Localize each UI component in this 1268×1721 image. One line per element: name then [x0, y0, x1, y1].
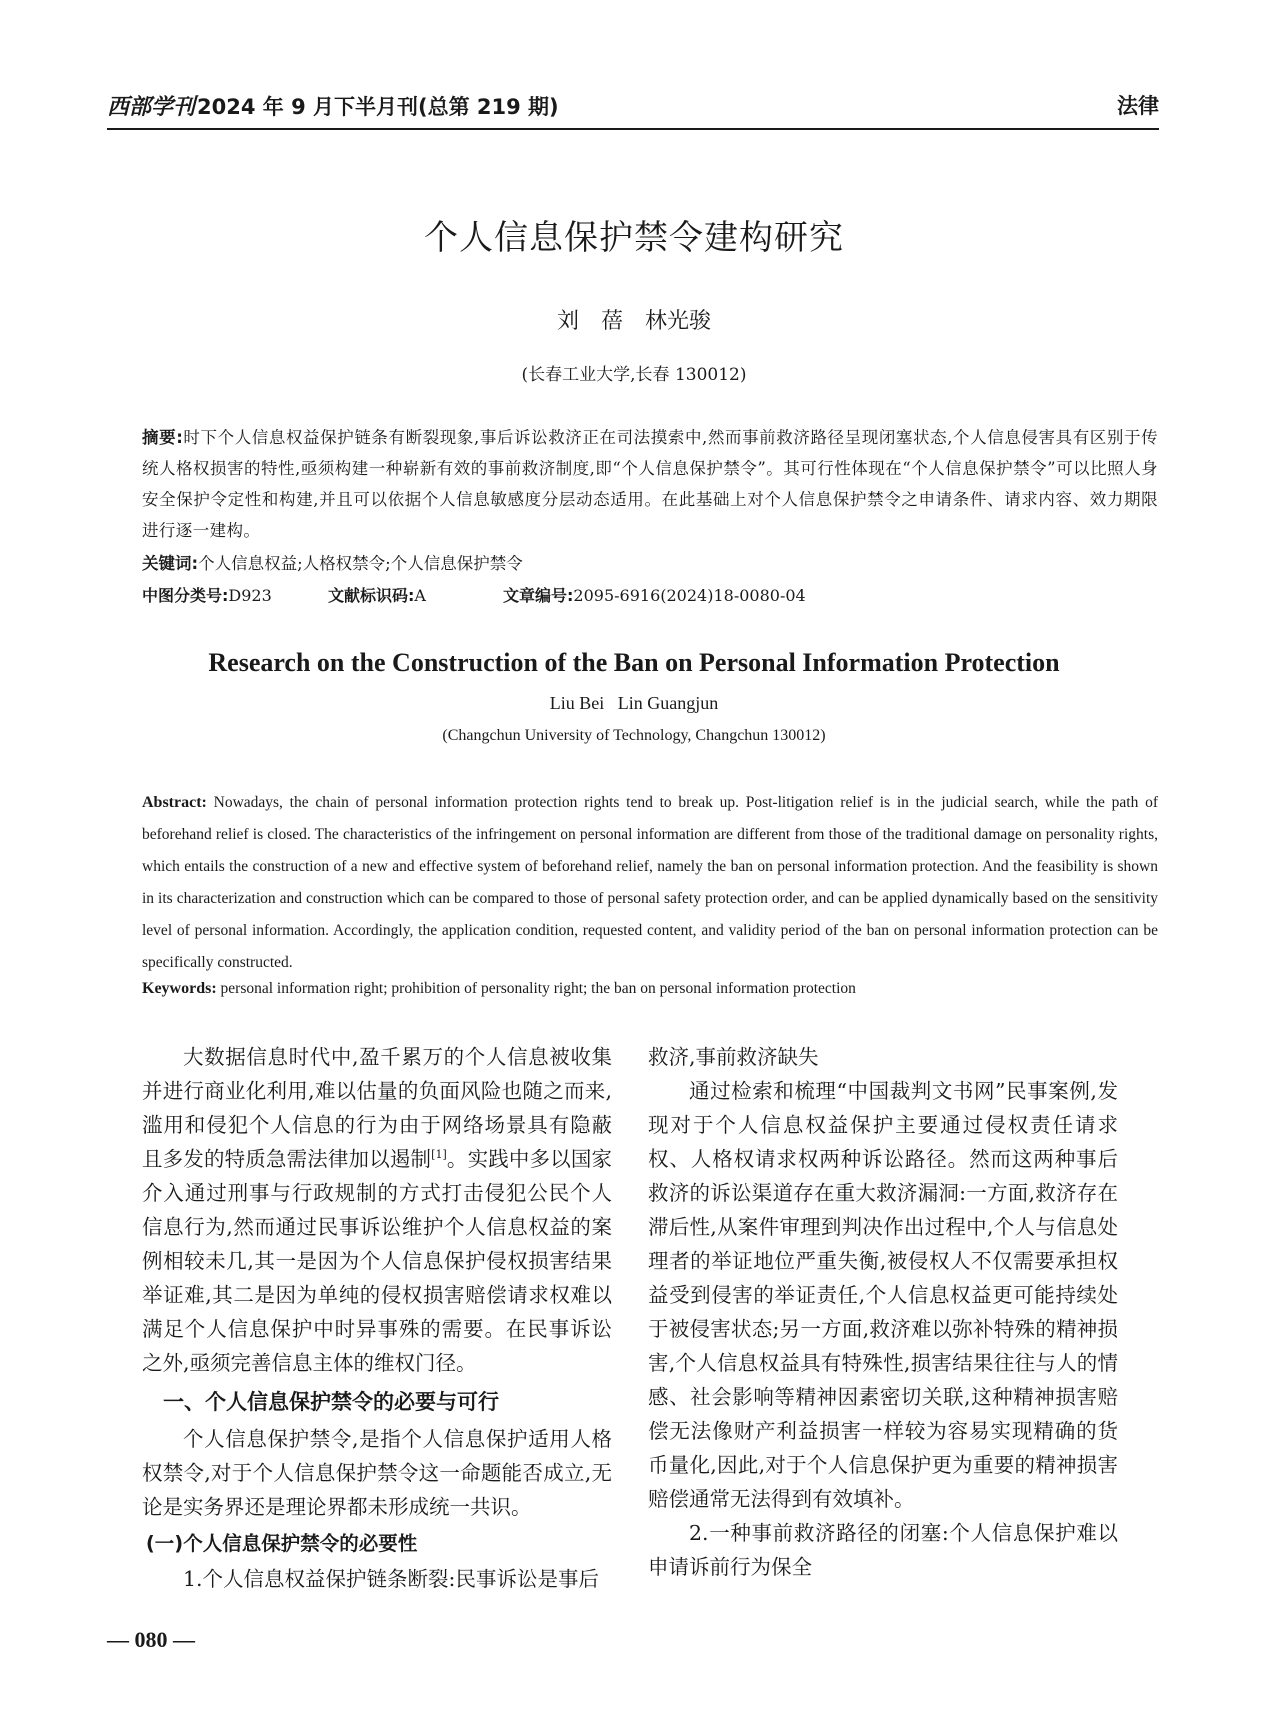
body-paragraph: 个人信息保护禁令,是指个人信息保护适用人格权禁令,对于个人信息保护禁令这一命题能否成立,无论是实务界还是理论界都未形成统一共识。: [142, 1427, 612, 1519]
issue-info: 2024 年 9 月下半月刊(总第 219 期): [197, 95, 559, 119]
keywords-label: 关键词:: [142, 554, 199, 573]
body-paragraph: 通过检索和梳理“中国裁判文书网”民事案例,发现对于个人信息权益保护主要通过侵权责任请求权、人格权请求权两种诉讼路径。然而这两种事后救济的诉讼渠道存在重大救济漏洞:一方面,救济存在滞后性,从案件审理到判决作出过程中,个人与信息处理者的举证地位严重失衡,被侵权人不仅需要承担权益受到侵害的举证责任,个人信息权益更可能持续处于被侵害状态;另一方面,救济难以弥补特殊的精神损害,个人信息权益具有特殊性,损害结果往往与人的情感、社会影响等精神因素密切关联,这种精神损害赔偿无法像财产利益损害一样较为容易实现精确的货币量化,因此,对于个人信息保护更为重要的精神损害赔偿通常无法得到有效填补。: [648, 1079, 1118, 1511]
abstract-en: [142, 787, 1158, 979]
article-affiliation: (长春工业大学,长春 130012): [521, 365, 747, 385]
abstract-en-label: Abstract:: [142, 794, 207, 811]
header-divider: [107, 128, 1159, 130]
body-paragraph-continued: 救济,事前救济缺失: [648, 1045, 819, 1069]
body-paragraph: 大数据信息时代中,盈千累万的个人信息被收集并进行商业化利用,难以估量的负面风险也随之而来,滥用和侵犯个人信息的行为由于网络场景具有隐蔽且多发的特质急需法律加以遏制[1]。实践中多以国家介入通过刑事与行政规制的方式打击侵犯公民个人信息行为,然而通过民事诉讼维护个人信息权益的案例相较未几,其一是因为个人信息保护侵权损害结果举证难,其二是因为单纯的侵权损害赔偿请求权难以满足个人信息保护中时异事殊的需要。在民事诉讼之外,亟须完善信息主体的维权门径。: [142, 1045, 613, 1375]
page-number: — 080 —: [107, 1627, 195, 1652]
clc-code: 中图分类号:D923: [142, 586, 272, 605]
section-heading: 一、个人信息保护禁令的必要与可行: [163, 1390, 499, 1414]
body-paragraph: 1.个人信息权益保护链条断裂:民事诉讼是事后: [183, 1567, 599, 1591]
abstract-en-text: Nowadays, the chain of personal information protection rights tend to break up. Post-litigation relief is in the judicial search, while the path of beforehand relief is closed. The characteristics of the infringement on personal information are different from those of the traditional damage on personality rights, which entails the construction of a new and effective system of beforehand relief, namely the ban on personal information protection. And the feasibility is shown in its characterization and construction which can be compared to those of personal safety protection order, and can be applied dynamically based on the sensitivity level of personal information. Accordingly, the application condition, requested content, and validity period of the ban on personal information protection can be specifically constructed.: [142, 794, 1158, 971]
doc-code: 文献标识码:A: [328, 586, 426, 605]
article-authors: 刘 蓓 林光骏: [556, 309, 711, 334]
article-title: 个人信息保护禁令建构研究: [424, 218, 844, 258]
section-label: 法律: [1117, 94, 1159, 118]
keywords-text: 个人信息权益;人格权禁令;个人信息保护禁令: [198, 554, 523, 573]
citation-ref: [1]: [431, 1148, 447, 1162]
article-number: 文章编号:2095-6916(2024)18-0080-04: [503, 586, 806, 605]
running-header: [107, 86, 1159, 126]
keywords-en-label: Keywords:: [142, 980, 217, 997]
keywords-cn: [142, 550, 1158, 574]
classification-line: [142, 583, 1158, 606]
english-title: Research on the Construction of the Ban on Personal Information Protection: [208, 648, 1060, 677]
english-authors: Liu Bei Lin Guangjun: [549, 693, 719, 713]
abstract-text: 时下个人信息权益保护链条有断裂现象,事后诉讼救济正在司法摸索中,然而事前救济路径呈现闭塞状态,个人信息侵害具有区别于传统人格权损害的特性,亟须构建一种崭新有效的事前救济制度,即“个人信息保护禁令”。其可行性体现在“个人信息保护禁令”可以比照人身安全保护令定性和构建,并且可以依据个人信息敏感度分层动态适用。在此基础上对个人信息保护禁令之申请条件、请求内容、效力期限进行逐一建构。: [142, 428, 1158, 540]
body-paragraph: 2.一种事前救济路径的闭塞:个人信息保护难以申请诉前行为保全: [648, 1521, 1118, 1579]
journal-issue: [107, 90, 559, 121]
english-affiliation: (Changchun University of Technology, Changchun 130012): [442, 727, 826, 744]
subsection-heading: (一)个人信息保护禁令的必要性: [145, 1532, 418, 1555]
body-column-right: [648, 1040, 1118, 1584]
abstract-cn: [142, 422, 1158, 546]
abstract-label: 摘要:: [142, 428, 184, 447]
journal-logo: 西部学刊: [107, 94, 196, 120]
keywords-en: [142, 980, 1158, 998]
keywords-en-text: personal information right; prohibition of personality right; the ban on personal information protection: [220, 980, 856, 997]
body-column-left: [142, 1040, 612, 1596]
